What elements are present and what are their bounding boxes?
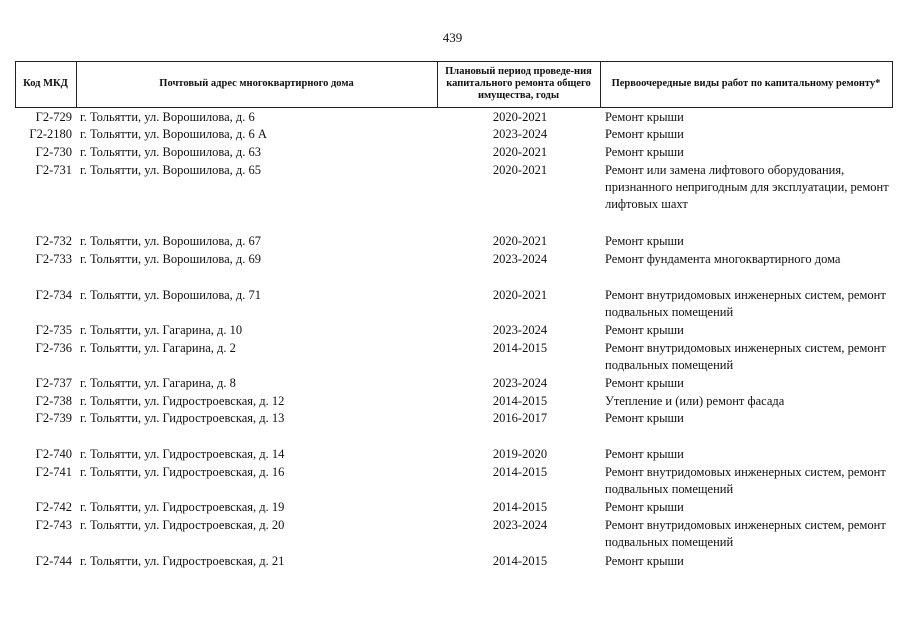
row-address: г. Тольятти, ул. Ворошилова, д. 6 (80, 110, 255, 124)
row-work: Ремонт крыши (605, 127, 684, 141)
row-address: г. Тольятти, ул. Гидростроевская, д. 14 (80, 447, 285, 461)
row-period: 2019-2020 (492, 447, 548, 461)
row-work: Ремонт крыши (605, 376, 684, 390)
row-code: Г2-741 (35, 465, 72, 479)
row-code: Г2-730 (35, 145, 72, 159)
row-period: 2016-2017 (492, 411, 548, 425)
row-code: Г2-2180 (29, 127, 72, 141)
row-period: 2020-2021 (492, 288, 548, 302)
row-work: Ремонт внутридомовых инженерных систем, ремонт подвальных помещений (605, 341, 886, 372)
row-code: Г2-737 (35, 376, 72, 390)
row-code: Г2-744 (35, 554, 72, 568)
row-work: Ремонт крыши (605, 145, 684, 159)
row-work: Ремонт фундамента многоквартирного дома (605, 252, 841, 266)
row-code: Г2-734 (35, 288, 72, 302)
row-period: 2023-2024 (492, 518, 548, 532)
header-divider (892, 61, 893, 108)
row-work: Ремонт крыши (605, 323, 684, 337)
row-address: г. Тольятти, ул. Ворошилова, д. 63 (80, 145, 262, 159)
header-address: Почтовый адрес многоквартирного дома (159, 78, 354, 89)
row-address: г. Тольятти, ул. Гагарина, д. 8 (80, 376, 236, 390)
page-number: 439 (442, 30, 463, 45)
header-divider (600, 61, 601, 108)
row-period: 2014-2015 (492, 554, 548, 568)
header-bottom-rule (15, 107, 892, 108)
row-period: 2014-2015 (492, 500, 548, 514)
row-code: Г2-729 (35, 110, 72, 124)
row-work: Ремонт крыши (605, 411, 684, 425)
header-period: Плановый период проведе-ния капитального ремонта общего имущества, годы (445, 66, 592, 101)
row-address: г. Тольятти, ул. Гидростроевская, д. 19 (80, 500, 285, 514)
row-period: 2014-2015 (492, 341, 548, 355)
row-work: Ремонт крыши (605, 234, 684, 248)
row-code: Г2-738 (35, 394, 72, 408)
row-address: г. Тольятти, ул. Гидростроевская, д. 20 (80, 518, 285, 532)
row-period: 2023-2024 (492, 252, 548, 266)
row-work: Ремонт крыши (605, 110, 684, 124)
row-period: 2023-2024 (492, 127, 548, 141)
header-work: Первоочередные виды работ по капитальному ремонту* (611, 78, 881, 89)
row-work: Ремонт внутридомовых инженерных систем, ремонт подвальных помещений (605, 518, 886, 549)
row-work: Ремонт внутридомовых инженерных систем, ремонт подвальных помещений (605, 288, 886, 319)
row-address: г. Тольятти, ул. Ворошилова, д. 6 А (80, 127, 267, 141)
row-period: 2020-2021 (492, 163, 548, 177)
row-work: Ремонт крыши (605, 554, 684, 568)
row-period: 2020-2021 (492, 110, 548, 124)
row-work: Ремонт внутридомовых инженерных систем, ремонт подвальных помещений (605, 465, 886, 496)
row-work: Утепление и (или) ремонт фасада (605, 394, 785, 408)
row-code: Г2-732 (35, 234, 72, 248)
row-address: г. Тольятти, ул. Ворошилова, д. 65 (80, 163, 262, 177)
row-work: Ремонт крыши (605, 500, 684, 514)
row-code: Г2-740 (35, 447, 72, 461)
row-address: г. Тольятти, ул. Ворошилова, д. 69 (80, 252, 262, 266)
row-code: Г2-743 (35, 518, 72, 532)
row-address: г. Тольятти, ул. Гидростроевская, д. 16 (80, 465, 285, 479)
row-code: Г2-735 (35, 323, 72, 337)
row-code: Г2-742 (35, 500, 72, 514)
row-period: 2014-2015 (492, 465, 548, 479)
row-address: г. Тольятти, ул. Гидростроевская, д. 13 (80, 411, 285, 425)
row-period: 2023-2024 (492, 323, 548, 337)
row-address: г. Тольятти, ул. Гагарина, д. 2 (80, 341, 236, 355)
row-code: Г2-739 (35, 411, 72, 425)
row-code: Г2-731 (35, 163, 72, 177)
row-period: 2020-2021 (492, 145, 548, 159)
row-period: 2023-2024 (492, 376, 548, 390)
row-work: Ремонт крыши (605, 447, 684, 461)
row-address: г. Тольятти, ул. Гагарина, д. 10 (80, 323, 243, 337)
row-address: г. Тольятти, ул. Гидростроевская, д. 12 (80, 394, 285, 408)
row-code: Г2-733 (35, 252, 72, 266)
row-work: Ремонт или замена лифтового оборудования, признанного непригодным для эксплуатации, ремонт лифтовых шахт (605, 163, 889, 211)
row-code: Г2-736 (35, 341, 72, 355)
header-code: Код МКД (23, 78, 68, 89)
row-address: г. Тольятти, ул. Ворошилова, д. 67 (80, 234, 262, 248)
row-address: г. Тольятти, ул. Гидростроевская, д. 21 (80, 554, 285, 568)
row-period: 2020-2021 (492, 234, 548, 248)
row-period: 2014-2015 (492, 394, 548, 408)
row-address: г. Тольятти, ул. Ворошилова, д. 71 (80, 288, 262, 302)
header-divider (437, 61, 438, 108)
